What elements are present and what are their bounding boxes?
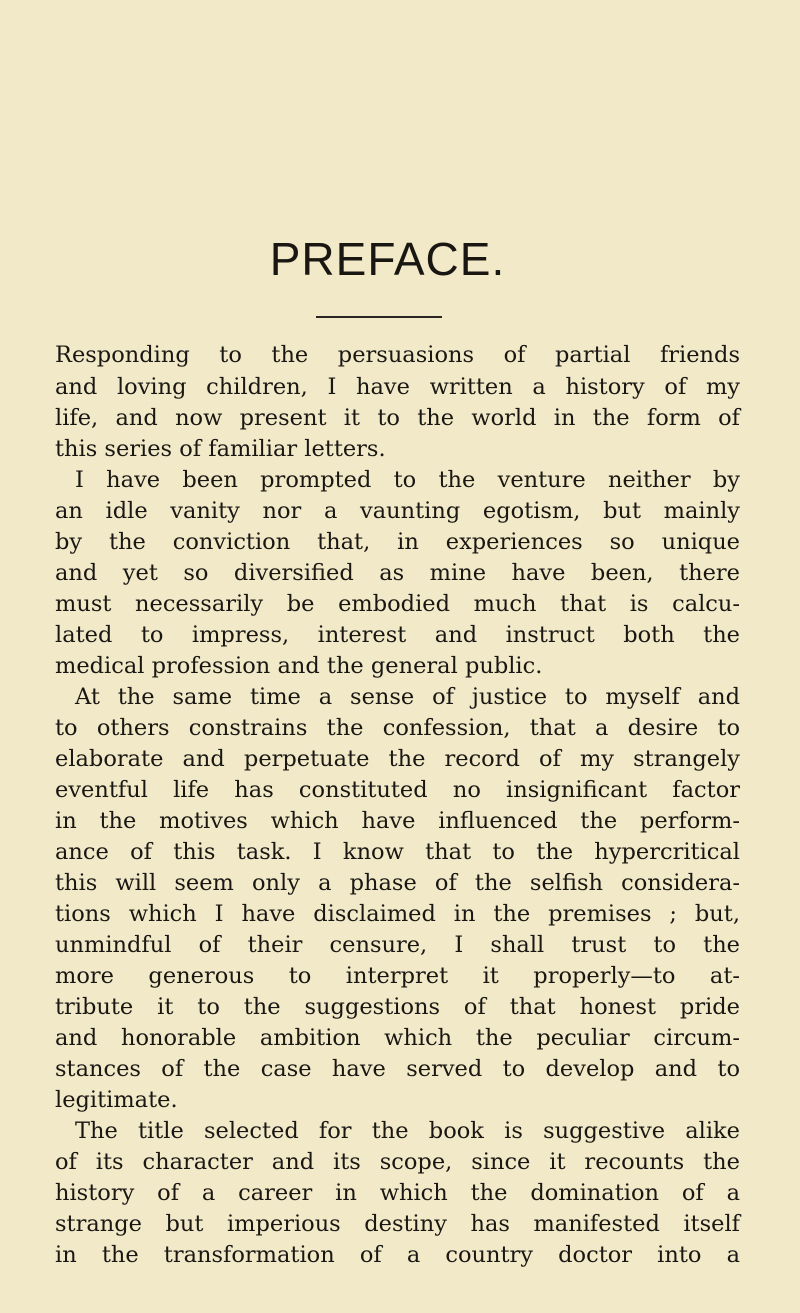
text-line: and loving children, I have written a history of my (55, 374, 740, 400)
text-line: this will seem only a phase of the selfish considera- (55, 870, 740, 896)
text-line: more generous to interpret it properly—to at- (55, 963, 740, 989)
text-line: an idle vanity nor a vaunting egotism, but mainly (55, 498, 740, 524)
text-line: legitimate. (55, 1087, 178, 1113)
text-line: tribute it to the suggestions of that honest pride (55, 994, 740, 1020)
text-line: of its character and its scope, since it recounts the (55, 1149, 740, 1175)
text-line: must necessarily be embodied much that is calcu- (55, 591, 740, 617)
text-line: strange but imperious destiny has manifested itself (55, 1211, 740, 1237)
text-line: in the motives which have influenced the perform- (55, 808, 740, 834)
text-line: to others constrains the confession, that a desire to (55, 715, 740, 741)
text-line: The title selected for the book is suggestive alike (75, 1118, 740, 1144)
text-line: in the transformation of a country doctor into a (55, 1242, 740, 1268)
text-line: unmindful of their censure, I shall trust to the (55, 932, 740, 958)
text-line: medical profession and the general public. (55, 653, 543, 679)
title-rule-divider (316, 316, 442, 318)
text-line: lated to impress, interest and instruct both the (55, 622, 740, 648)
text-line: Responding to the persuasions of partial friends (55, 342, 740, 368)
text-line: and honorable ambition which the peculiar circum- (55, 1025, 740, 1051)
text-line: by the conviction that, in experiences so unique (55, 529, 740, 555)
text-line: ance of this task. I know that to the hypercritical (55, 839, 740, 865)
text-line: I have been prompted to the venture neither by (75, 467, 740, 493)
text-line: elaborate and perpetuate the record of my strangely (55, 746, 740, 772)
text-line: stances of the case have served to develop and to (55, 1056, 740, 1082)
page-title: PREFACE. (269, 233, 506, 285)
text-line: At the same time a sense of justice to myself and (75, 684, 740, 710)
text-line: and yet so diversified as mine have been, there (55, 560, 740, 586)
text-line: this series of familiar letters. (55, 436, 386, 462)
text-line: life, and now present it to the world in the form of (55, 405, 740, 431)
text-line: history of a career in which the domination of a (55, 1180, 740, 1206)
text-line: eventful life has constituted no insignificant factor (55, 777, 740, 803)
text-line: tions which I have disclaimed in the premises ; but, (55, 901, 740, 927)
